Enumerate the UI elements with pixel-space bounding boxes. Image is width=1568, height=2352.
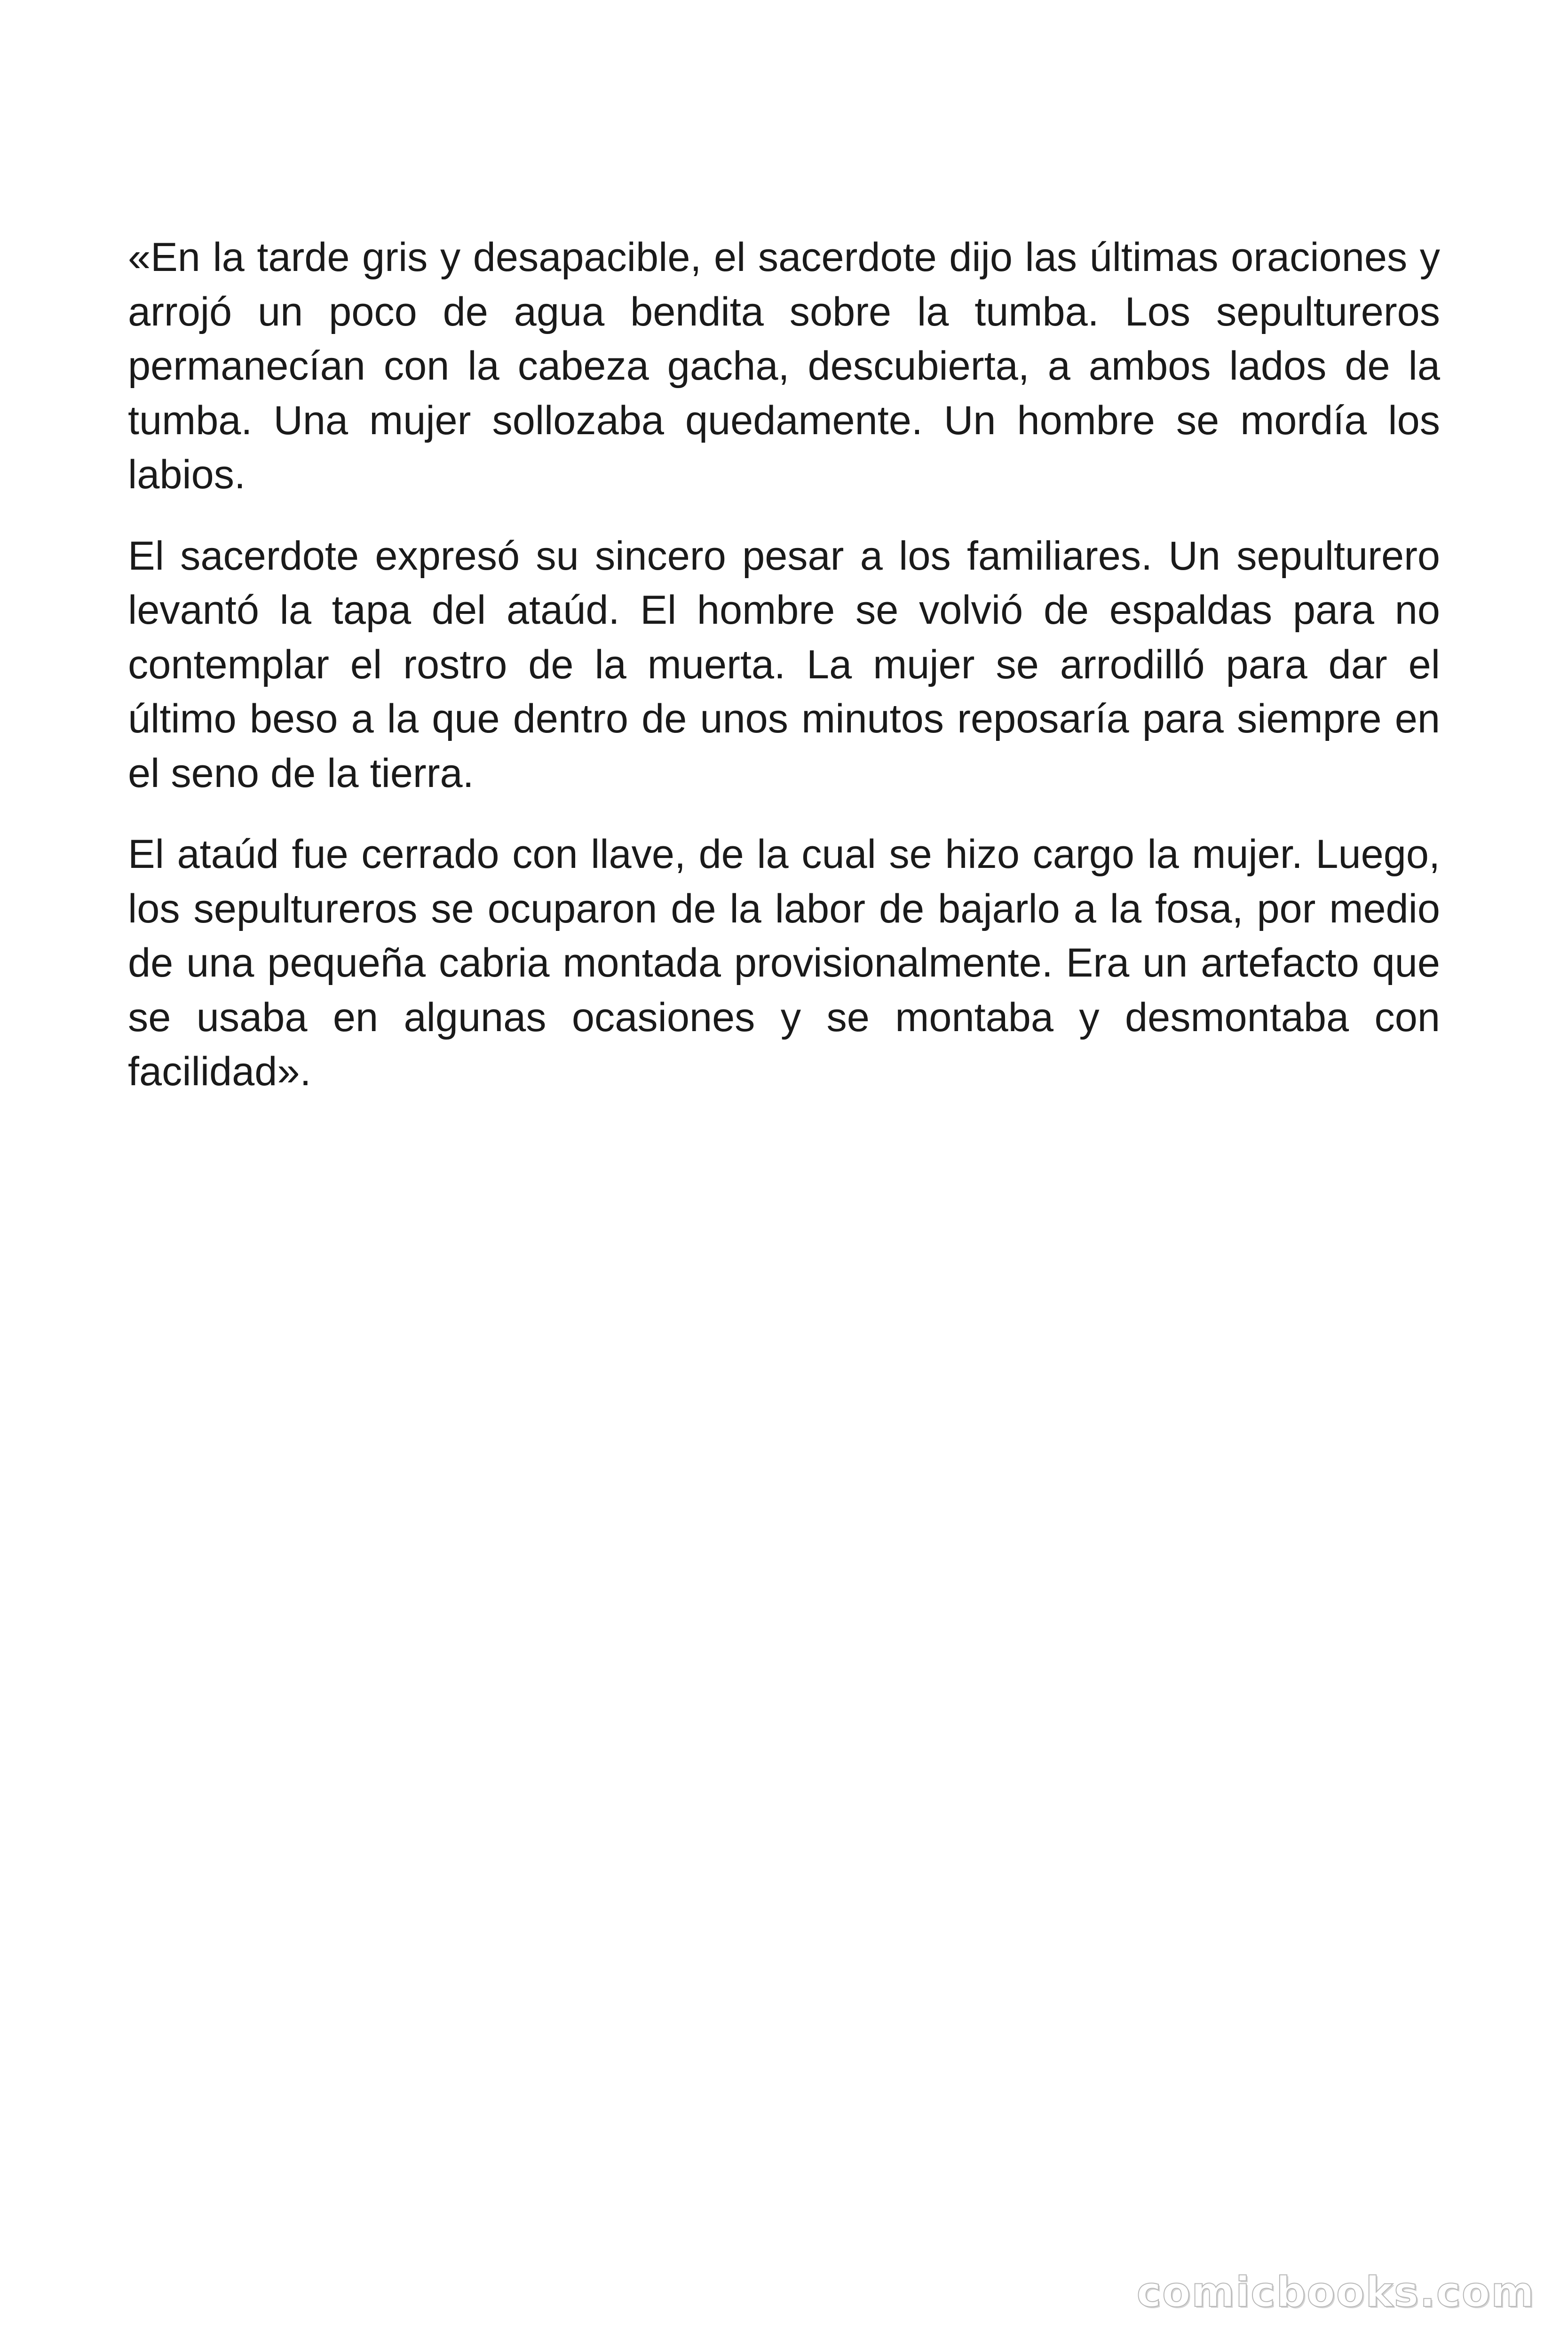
- paragraph-2: El sacerdote expresó su sincero pesar a los familiares. Un sepulturero levantó la tapa del ataúd. El hombre se volvió de espaldas para no contemplar el rostro de la muerta. La mujer se arrodilló para dar el último beso a la que dentro de unos minutos reposaría para siempre en el seno de la tierra.: [128, 533, 1440, 796]
- watermark-logo: comicbooks.com: [1136, 2268, 1535, 2316]
- body-text: [128, 230, 1440, 1126]
- paragraph-3: El ataúd fue cerrado con llave, de la cual se hizo cargo la mujer. Luego, los sepultureros se ocuparon de la labor de bajarlo a la fosa, por medio de una pequeña cabria montada provisionalmente. Era un artefacto que se usaba en algunas ocasiones y se montaba y desmontaba con facilidad».: [128, 832, 1440, 1094]
- paragraph-1: «En la tarde gris y desapacible, el sacerdote dijo las últimas oraciones y arrojó un poco de agua bendita sobre la tumba. Los sepultureros permanecían con la cabeza gacha, descubierta, a ambos lados de la tumba. Una mujer sollozaba quedamente. Un hombre se mordía los labios.: [128, 235, 1440, 497]
